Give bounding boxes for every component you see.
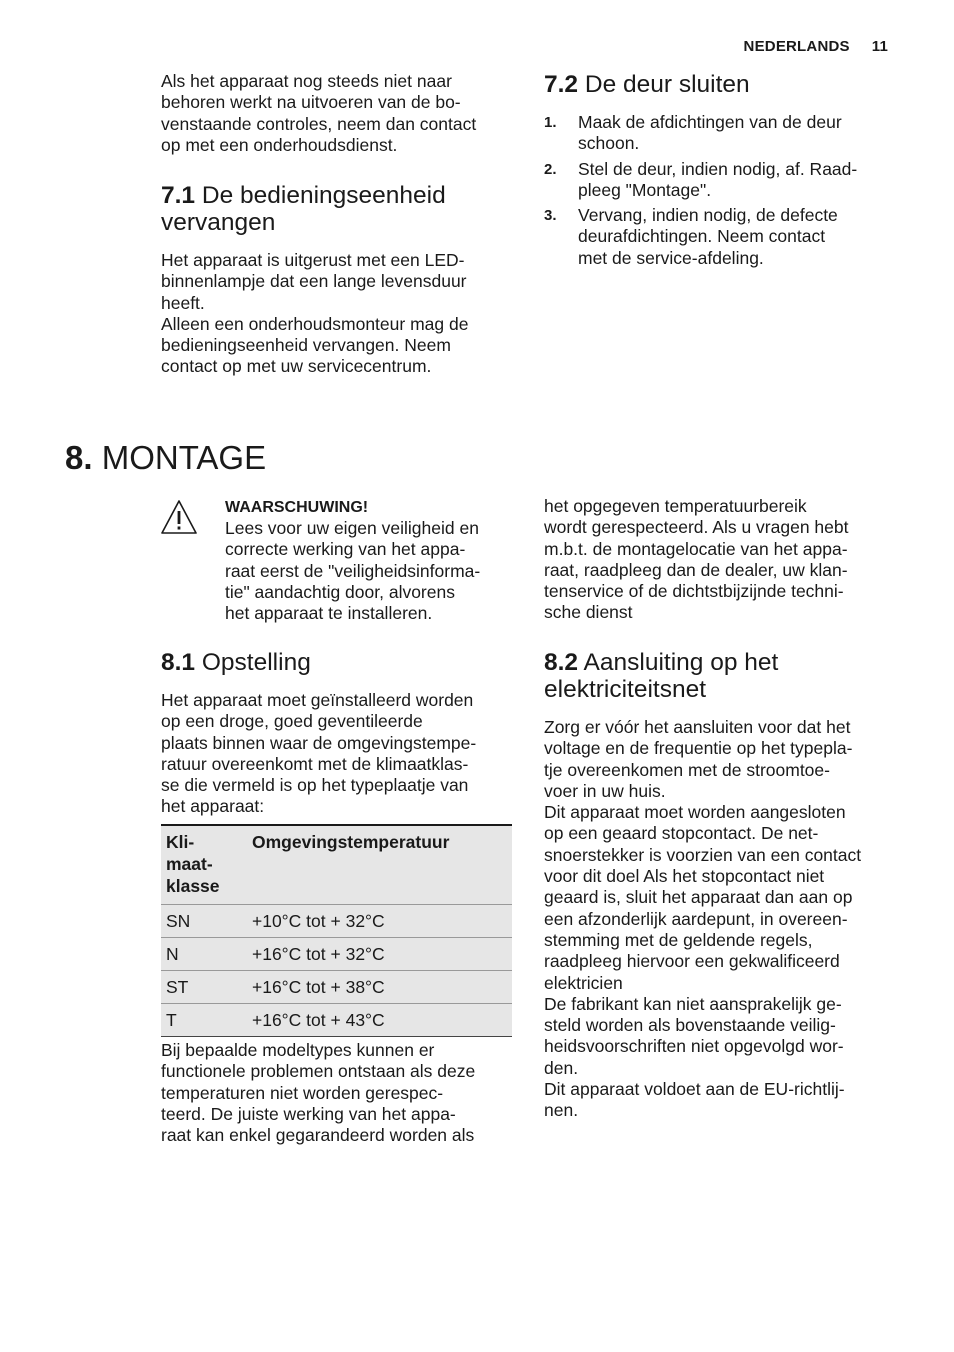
text-line: op een geaard stopcontact. De net- [544,823,819,844]
text-line: behoren werkt na uitvoeren van de bo- [161,92,461,113]
text-line: raat, raadpleeg dan de dealer, uw klan- [544,559,848,580]
section-title: elektriciteitsnet [544,676,707,703]
list-item [544,112,857,155]
text-line: temperaturen niet worden gerespec- [161,1082,444,1103]
list-item [544,159,857,202]
text-line: het apparaat te installeren. [225,603,433,624]
text-line: deurafdichtingen. Neem contact [578,226,826,247]
warning-block [225,497,480,624]
intro-paragraph [161,71,476,156]
cell-temperature: +10°C tot + 32°C [247,905,512,938]
text-line: steld worden als bovenstaande veilig- [544,1015,836,1036]
cell-temperature: +16°C tot + 32°C [247,938,512,971]
section-7-1-heading [161,182,446,236]
section-8-2-heading [544,649,778,703]
section-number: 7.1 [161,182,196,209]
text-line: Lees voor uw eigen veiligheid en [225,518,479,538]
text-line: stemming met de geldende regels, [544,929,813,950]
door-steps-list [544,112,857,273]
section-7-1-body [161,250,468,378]
text-line: functionele problemen ontstaan als deze [161,1061,476,1082]
text-line: correcte werking van het appa- [225,539,466,560]
step-number: 2. [544,160,557,178]
warning-triangle-icon [160,498,198,536]
text-line: Bij bepaalde modeltypes kunnen er [161,1040,435,1060]
section-number: 8.2 [544,649,579,676]
text-line: Zorg er vóór het aansluiten voor dat het [544,717,851,737]
text-line: Vervang, indien nodig, de defecte [578,205,838,226]
section-title: Aansluiting op het [583,649,779,676]
text-line: De fabrikant kan niet aansprakelijk ge- [544,993,842,1014]
climate-class-table [161,824,512,1037]
text-line: pleeg "Montage". [578,179,712,200]
warning-title: WAARSCHUWING! [225,499,369,516]
text-line: tenservice of de dichtstbijzijnde techni- [544,581,844,602]
text-line: plaats binnen waar de omgevingstempe- [161,732,477,753]
cell-klasse: T [161,1004,247,1037]
text-line: tje overeenkomen met de stroomtoe- [544,759,830,780]
section-number: 8.1 [161,649,196,676]
column-header-temperature: Omgevingstemperatuur [247,825,512,905]
chapter-number: 8. [65,439,93,476]
section-title: Opstelling [201,649,311,676]
text-line: raat eerst de "veiligheidsinforma- [225,560,481,581]
cell-klasse: N [161,938,247,971]
text-line: wordt gerespecteerd. Als u vragen hebt [544,517,849,538]
text-line: Als het apparaat nog steeds niet naar [161,71,452,91]
section-7-2-heading [544,71,750,98]
text-line: m.b.t. de montagelocatie van het appa- [544,538,848,559]
step-number: 1. [544,114,557,131]
chapter-8-heading [65,440,266,476]
text-line: Dit apparaat voldoet aan de EU-richtlij- [544,1079,845,1100]
table-header-row [161,825,512,905]
table-row [161,938,512,971]
continuation-paragraph [544,496,849,624]
chapter-title: MONTAGE [101,439,267,476]
text-line: Maak de afdichtingen van de deur [578,112,842,132]
text-line: raadpleeg hiervoor een gekwalificeerd [544,951,840,972]
text-line: den. [544,1057,579,1078]
text-line: Stel de deur, indien nodig, af. Raad- [578,158,858,179]
text-line: sche dienst [544,602,633,623]
text-line: contact op met uw servicecentrum. [161,356,432,377]
text-line: snoerstekker is voorzien van een contact [544,844,862,865]
text-line: het apparaat: [161,796,265,817]
text-line: schoon. [578,133,640,154]
cell-temperature: +16°C tot + 43°C [247,1004,512,1037]
text-line: teerd. De juiste werking van het appa- [161,1103,456,1124]
section-8-1-heading [161,649,311,676]
text-line: ratuur overeenkomt met de klimaatklas- [161,753,469,774]
text-line: Alleen een onderhoudsmonteur mag de [161,313,469,334]
text-line: een afzonderlijk aardepunt, in overeen- [544,908,848,929]
text-line: op met een onderhoudsdienst. [161,134,398,155]
text-line: venstaande controles, neem dan contact [161,113,477,134]
table-row [161,971,512,1004]
text-line: het opgegeven temperatuurbereik [544,496,807,516]
text-line: voor dit doel Als het stopcontact niet [544,866,825,887]
section-number: 7.2 [544,71,579,98]
text-line: met de service-afdeling. [578,247,764,268]
text-line: heeft. [161,292,205,313]
header-language: NEDERLANDS [743,38,850,55]
section-8-1-body [161,690,476,818]
text-line: voer in uw huis. [544,780,666,801]
cell-klasse: SN [161,905,247,938]
text-line: op een droge, goed geventileerde [161,711,423,732]
text-line: bedieningseenheid vervangen. Neem [161,335,451,356]
text-line: se die vermeld is op het typeplaatje van [161,775,469,796]
list-item [544,205,857,269]
text-line: voltage en de frequentie op het typepla- [544,738,853,759]
text-line: Het apparaat moet geïnstalleerd worden [161,690,474,710]
step-number: 3. [544,207,557,225]
page-number: 11 [871,38,888,55]
text-line: heidsvoorschriften niet opgevolgd wor- [544,1036,844,1057]
text-line: Dit apparaat moet worden aangesloten [544,802,846,823]
text-line: raat kan enkel gegarandeerd worden als [161,1125,475,1146]
text-line: geaard is, sluit het apparaat dan aan op [544,887,853,908]
running-header [744,38,888,55]
table-row [161,1004,512,1037]
section-title: De bedieningseenheid [201,182,446,209]
cell-klasse: ST [161,971,247,1004]
text-line: elektricien [544,972,623,993]
text-line: Het apparaat is uitgerust met een LED- [161,250,465,270]
section-8-2-body [544,717,861,1122]
cell-temperature: +16°C tot + 38°C [247,971,512,1004]
text-line: nen. [544,1100,579,1121]
text-line: tie" aandachtig door, alvorens [225,581,455,602]
section-title: vervangen [161,209,276,236]
section-8-1-after-table [161,1040,475,1146]
section-title: De deur sluiten [584,71,750,98]
table-row [161,905,512,938]
column-header-klasse: Kli- maat- klasse [161,825,247,905]
text-line: binnenlampje dat een lange levensduur [161,271,467,292]
